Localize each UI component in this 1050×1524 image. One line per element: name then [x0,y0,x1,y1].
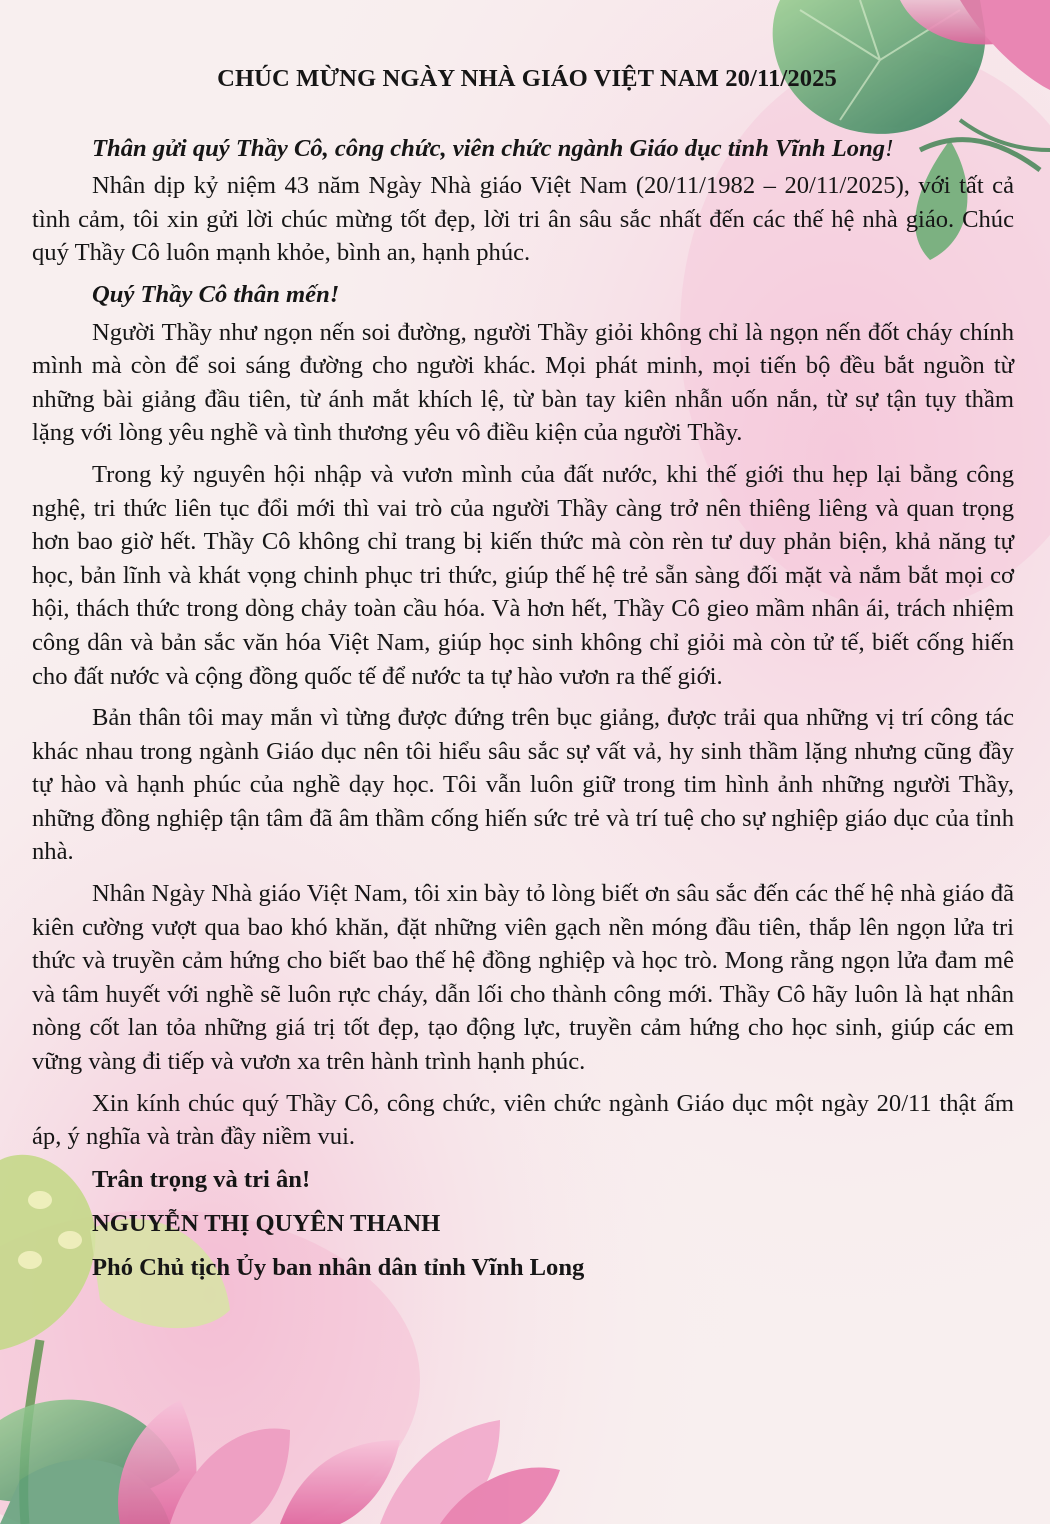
paragraph-teacher-role: Người Thầy như ngọn nến soi đường, người Thầy giỏi không chỉ là ngọn nến đốt cháy chính mình mà còn để soi sáng đường cho người khác. Mọi phát minh, mọi tiến bộ đều bắt nguồn từ những bài giảng đầu tiên, từ ánh mắt khích lệ, từ bàn tay kiên nhẫn uốn nắn, từ sự tận tụy thầm lặng với lòng yêu nghề và tình thương yêu vô điều kiện của người Thầy. [32,318,1014,447]
salutation-dear-teachers: Quý Thầy Cô thân mến! [92,280,340,308]
salutation-recipients-text: Thân gửi quý Thầy Cô, công chức, viên chức ngành Giáo dục tỉnh Vĩnh Long [92,134,886,162]
signer-title: Phó Chủ tịch Ủy ban nhân dân tỉnh Vĩnh Long [92,1253,585,1281]
letter-title: CHÚC MỪNG NGÀY NHÀ GIÁO VIỆT NAM 20/11/2025 [217,65,837,92]
paragraph-gratitude: Nhân Ngày Nhà giáo Việt Nam, tôi xin bày tỏ lòng biết ơn sâu sắc đến các thế hệ nhà giáo đã kiên cường vượt qua bao khó khăn, đặt những viên gạch nền móng đầu tiên, thắp lên ngọn lửa tri thức và truyền cảm hứng cho biết bao thế hệ đồng nghiệp và học trò. Mong rằng ngọn lửa đam mê và tâm huyết với nghề sẽ luôn rực cháy, dẫn lối cho thành công mới. Thầy Cô hãy luôn là hạt nhân nòng cốt lan tỏa những giá trị tốt đẹp, tạo động lực, truyền cảm hứng cho học sinh, giúp các em vững vàng đi tiếp và vươn xa trên hành trình hạnh phúc. [32,880,1014,1076]
closing-line: Trân trọng và tri ân! [92,1165,311,1193]
paragraph-wishes: Xin kính chúc quý Thầy Cô, công chức, viên chức ngành Giáo dục một ngày 20/11 thật ấm áp, ý nghĩa và tràn đầy niềm vui. [32,1089,1014,1151]
signer-name: NGUYỄN THỊ QUYÊN THANH [92,1209,441,1237]
paragraph-personal-experience: Bản thân tôi may mắn vì từng được đứng trên bục giảng, được trải qua những vị trí công tác khác nhau trong ngành Giáo dục nên tôi hiểu sâu sắc sự vất vả, hy sinh thầm lặng nhưng cũng đầy tự hào và hạnh phúc của nghề dạy học. Tôi vẫn luôn giữ trong tim hình ảnh những người Thầy, những đồng nghiệp tận tâm đã âm thầm cống hiến sức trẻ và trí tuệ cho sự nghiệp giáo dục của tỉnh nhà. [32,704,1014,866]
paragraph-anniversary: Nhân dịp kỷ niệm 43 năm Ngày Nhà giáo Việt Nam (20/11/1982 – 20/11/2025), với tất cả tình cảm, tôi xin gửi lời chúc mừng tốt đẹp, lời tri ân sâu sắc nhất đến các thế hệ nhà giáo. Chúc quý Thầy Cô luôn mạnh khỏe, bình an, hạnh phúc. [32,172,1014,267]
salutation-recipients [32,132,1014,166]
paragraph-integration-era: Trong kỷ nguyên hội nhập và vươn mình của đất nước, khi thế giới thu hẹp lại bằng công nghệ, tri thức liên tục đổi mới thì vai trò của người Thầy càng trở nên thiêng liêng và quan trọng hơn bao giờ hết. Thầy Cô không chỉ trang bị kiến thức mà còn rèn tư duy phản biện, khả năng tự học, bản lĩnh và khát vọng chinh phục tri thức, giúp thế hệ trẻ sẵn sàng đối mặt và nắm bắt mọi cơ hội, thách thức trong dòng chảy toàn cầu hóa. Và hơn hết, Thầy Cô gieo mầm nhân ái, trách nhiệm công dân và bản sắc văn hóa Việt Nam, giúp học sinh không chỉ giỏi mà còn tử tế, biết cống hiến cho đất nước và cộng đồng quốc tế để nước ta tự hào vươn ra thế giới. [32,460,1014,690]
salutation-recipients-end: ! [885,134,894,162]
letter-body [32,62,1014,1290]
